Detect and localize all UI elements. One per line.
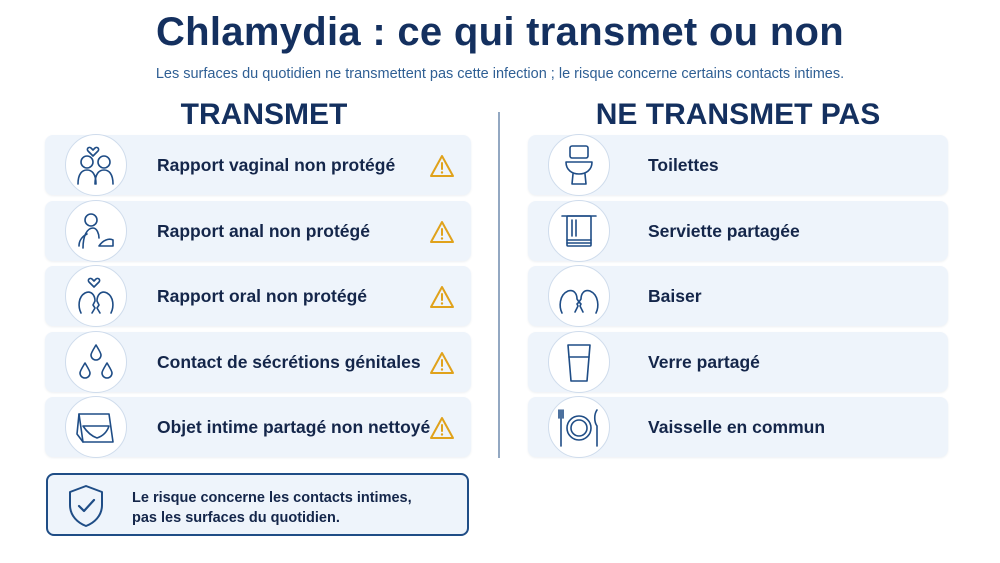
list-item [45, 201, 471, 261]
transmet-list [45, 135, 471, 463]
page-subtitle: Les surfaces du quotidien ne transmettent pas cette infection ; le risque concerne certains contacts intimes. [155, 66, 845, 82]
item-label: Verre partagé [648, 351, 760, 372]
list-item [528, 201, 948, 261]
warning-icon [429, 219, 455, 245]
ne-transmet-pas-list [528, 135, 948, 463]
couple-heart-icon [65, 134, 127, 196]
item-label: Baiser [648, 286, 702, 306]
droplets-icon [65, 331, 127, 393]
page-title: Chlamydia : ce qui transmet ou non [155, 10, 845, 54]
note-text [132, 488, 412, 528]
glass-icon [548, 331, 610, 393]
shield-check-icon [64, 483, 108, 529]
warning-icon [429, 350, 455, 376]
list-item [45, 397, 471, 457]
warning-icon [429, 415, 455, 441]
faces-heart-icon [65, 265, 127, 327]
item-label: Toilettes [648, 155, 719, 175]
item-label: Rapport anal non protégé [157, 220, 370, 241]
kiss-icon [548, 265, 610, 327]
couple-icon [65, 200, 127, 262]
list-item [45, 332, 471, 392]
list-item [528, 135, 948, 195]
underwear-icon [65, 396, 127, 458]
info-note [46, 473, 469, 536]
item-label: Vaisselle en commun [648, 417, 826, 437]
item-label: Contact de sécrétions génitales [157, 351, 421, 372]
toilet-icon [548, 134, 610, 196]
note-line-2: pas les surfaces du quotidien. [132, 510, 340, 526]
item-label: Objet intime partagé non nettoyé [157, 417, 431, 437]
ne-transmet-pas-heading: NE TRANSMET PAS [595, 98, 881, 131]
transmet-heading: TRANSMET [180, 98, 348, 131]
column-divider [498, 112, 500, 458]
plate-cutlery-icon [548, 396, 610, 458]
list-item [528, 266, 948, 326]
list-item [528, 332, 948, 392]
list-item [45, 266, 471, 326]
list-item [45, 135, 471, 195]
item-label: Rapport oral non protégé [157, 286, 367, 306]
item-label: Serviette partagée [648, 220, 800, 241]
list-item [528, 397, 948, 457]
towel-icon [548, 200, 610, 262]
warning-icon [429, 284, 455, 310]
note-line-1: Le risque concerne les contacts intimes, [132, 490, 412, 506]
warning-icon [429, 153, 455, 179]
item-label: Rapport vaginal non protégé [157, 155, 396, 175]
